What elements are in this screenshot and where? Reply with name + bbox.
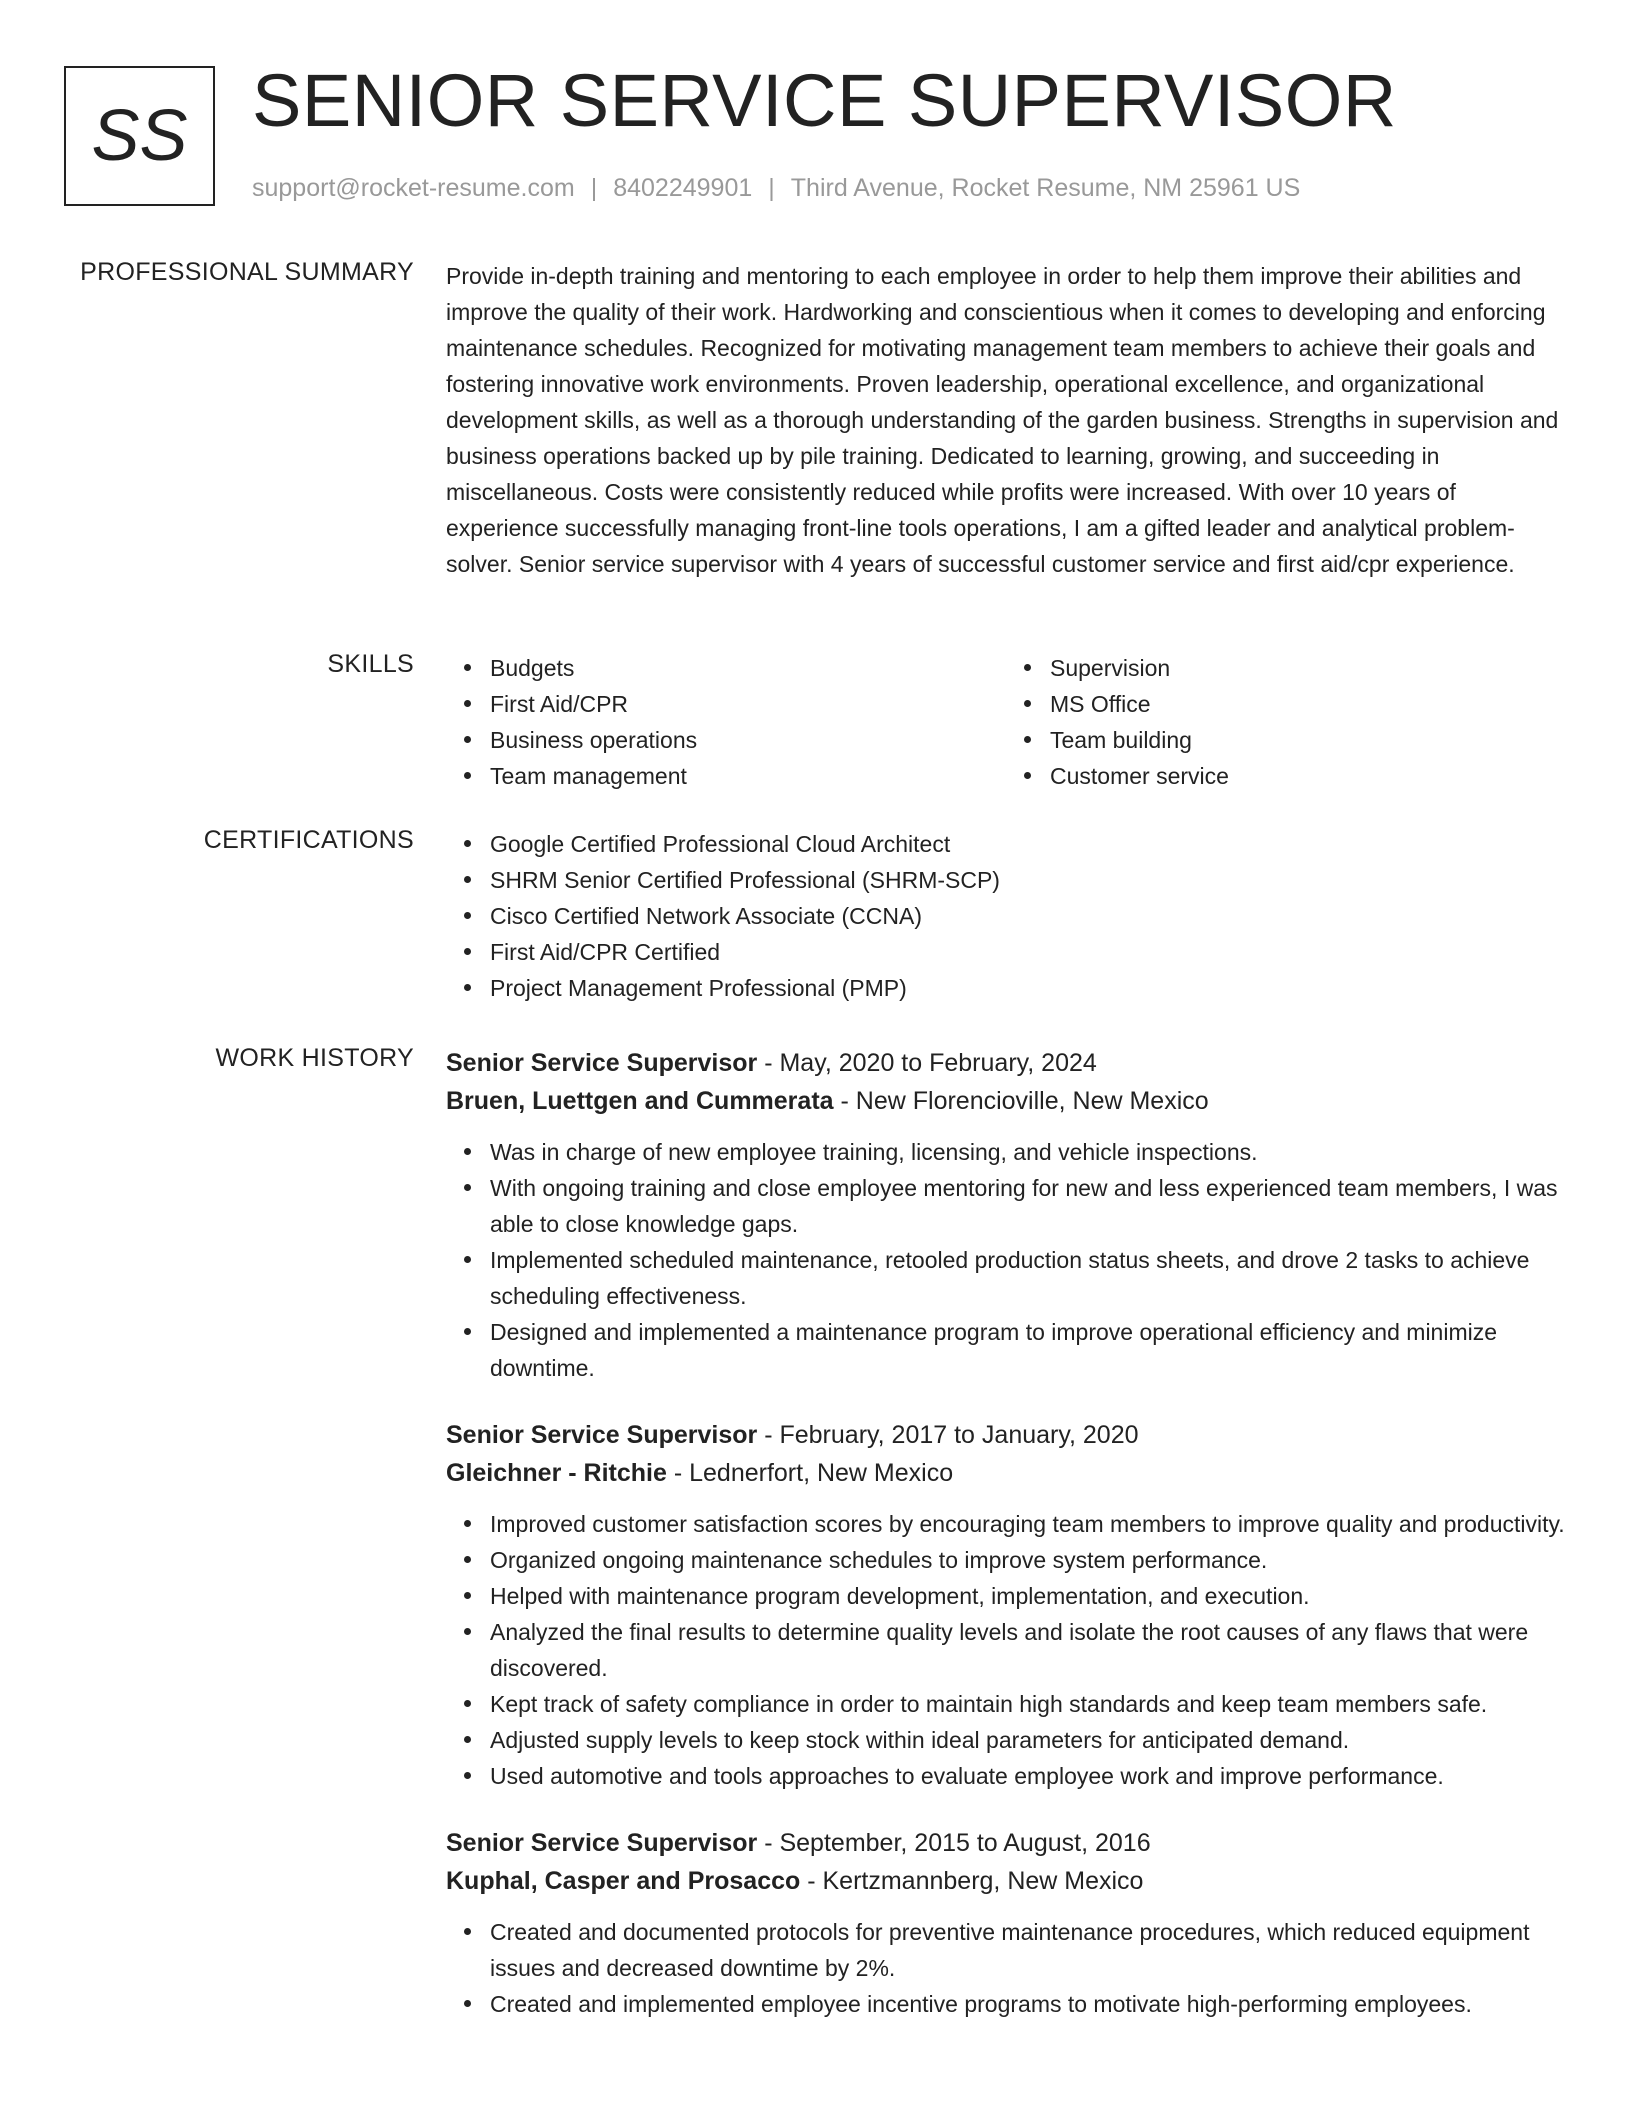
contact-line	[252, 174, 1300, 203]
skills-label: SKILLS	[327, 650, 414, 678]
skill-item: First Aid/CPR	[490, 686, 1006, 722]
job-bullets	[446, 1506, 1566, 1794]
skills-grid	[446, 650, 1566, 794]
skill-item: Supervision	[1050, 650, 1566, 686]
job-company-line	[446, 1862, 1566, 1900]
job-company: Gleichner - Ritchie	[446, 1459, 667, 1487]
contact-phone: 8402249901	[613, 174, 753, 202]
job-location: - Kertzmannberg, New Mexico	[800, 1867, 1144, 1895]
job-entry	[446, 1824, 1566, 2022]
summary-label: PROFESSIONAL SUMMARY	[80, 258, 414, 286]
certification-item: First Aid/CPR Certified	[490, 934, 1566, 970]
job-company: Bruen, Luettgen and Cummerata	[446, 1087, 834, 1115]
job-bullet: With ongoing training and close employee mentoring for new and less experienced team members, I was able to close knowledge gaps.	[490, 1170, 1566, 1242]
job-title-line	[446, 1416, 1566, 1454]
job-bullet: Helped with maintenance program development, implementation, and execution.	[490, 1578, 1566, 1614]
job-title: Senior Service Supervisor	[446, 1421, 758, 1449]
job-bullet: Organized ongoing maintenance schedules to improve system performance.	[490, 1542, 1566, 1578]
contact-separator: |	[768, 174, 775, 202]
work-history-label: WORK HISTORY	[215, 1044, 414, 1072]
monogram-box	[64, 66, 215, 206]
certification-item: Project Management Professional (PMP)	[490, 970, 1566, 1006]
certification-item: SHRM Senior Certified Professional (SHRM-SCP)	[490, 862, 1566, 898]
job-bullets	[446, 1914, 1566, 2022]
job-bullet: Created and implemented employee incentive programs to motivate high-performing employees.	[490, 1986, 1566, 2022]
certification-item: Google Certified Professional Cloud Architect	[490, 826, 1566, 862]
summary-body	[446, 258, 1566, 582]
skill-item: Budgets	[490, 650, 1006, 686]
job-company: Kuphal, Casper and Prosacco	[446, 1867, 801, 1895]
job-bullet: Kept track of safety compliance in order to maintain high standards and keep team members safe.	[490, 1686, 1566, 1722]
contact-email: support@rocket-resume.com	[252, 174, 575, 202]
monogram-initials: SS	[91, 96, 188, 176]
job-company-line	[446, 1082, 1566, 1120]
job-bullet: Was in charge of new employee training, licensing, and vehicle inspections.	[490, 1134, 1566, 1170]
job-bullet: Used automotive and tools approaches to evaluate employee work and improve performance.	[490, 1758, 1566, 1794]
skill-item: Customer service	[1050, 758, 1566, 794]
skills-body	[446, 650, 1566, 794]
job-title: Senior Service Supervisor	[446, 1049, 758, 1077]
job-location: - Lednerfort, New Mexico	[666, 1459, 954, 1487]
job-location: - New Florencioville, New Mexico	[833, 1087, 1209, 1115]
job-title-line	[446, 1044, 1566, 1082]
job-bullet: Analyzed the final results to determine quality levels and isolate the root causes of any flaws that were discovered.	[490, 1614, 1566, 1686]
skill-item: MS Office	[1050, 686, 1566, 722]
job-bullet: Implemented scheduled maintenance, retooled production status sheets, and drove 2 tasks to achieve scheduling effectiveness.	[490, 1242, 1566, 1314]
job-bullets	[446, 1134, 1566, 1386]
job-dates: - February, 2017 to January, 2020	[757, 1421, 1139, 1449]
skill-item: Team building	[1050, 722, 1566, 758]
job-entry	[446, 1044, 1566, 1386]
certifications-label: CERTIFICATIONS	[203, 826, 414, 854]
contact-separator: |	[590, 174, 598, 202]
skill-item: Team management	[490, 758, 1006, 794]
certifications-list	[446, 826, 1566, 1006]
skill-item: Business operations	[490, 722, 1006, 758]
job-company-line	[446, 1454, 1566, 1492]
job-dates: - September, 2015 to August, 2016	[757, 1829, 1151, 1857]
candidate-title: SENIOR SERVICE SUPERVISOR	[252, 59, 1397, 142]
job-entry	[446, 1416, 1566, 1794]
job-bullet: Designed and implemented a maintenance program to improve operational efficiency and minimize downtime.	[490, 1314, 1566, 1386]
work-history-body	[446, 1044, 1566, 2052]
certifications-body	[446, 826, 1566, 1006]
job-title: Senior Service Supervisor	[446, 1829, 758, 1857]
contact-address: Third Avenue, Rocket Resume, NM 25961 US	[790, 174, 1301, 202]
job-dates: - May, 2020 to February, 2024	[757, 1049, 1097, 1077]
summary-text: Provide in-depth training and mentoring to each employee in order to help them improve their abilities and improve the quality of their work. Hardworking and conscientious when it comes to developing and enforcing maintenance schedules. Recognized for motivating management team members to achieve their goals and fostering innovative work environments. Proven leadership, operational excellence, and organizational development skills, as well as a thorough understanding of the garden business. Strengths in supervision and business operations backed up by pile training. Dedicated to learning, growing, and succeeding in miscellaneous. Costs were consistently reduced while profits were increased. With over 10 years of experience successfully managing front-line tools operations, I am a gifted leader and analytical problem-solver. Senior service supervisor with 4 years of successful customer service and first aid/cpr experience.	[446, 263, 1559, 577]
job-bullet: Adjusted supply levels to keep stock within ideal parameters for anticipated demand.	[490, 1722, 1566, 1758]
skills-column-1	[446, 650, 1006, 794]
job-bullet: Created and documented protocols for preventive maintenance procedures, which reduced equipment issues and decreased downtime by 2%.	[490, 1914, 1566, 1986]
certification-item: Cisco Certified Network Associate (CCNA)	[490, 898, 1566, 934]
skills-column-2	[1006, 650, 1566, 794]
job-title-line	[446, 1824, 1566, 1862]
job-bullet: Improved customer satisfaction scores by encouraging team members to improve quality and productivity.	[490, 1506, 1566, 1542]
